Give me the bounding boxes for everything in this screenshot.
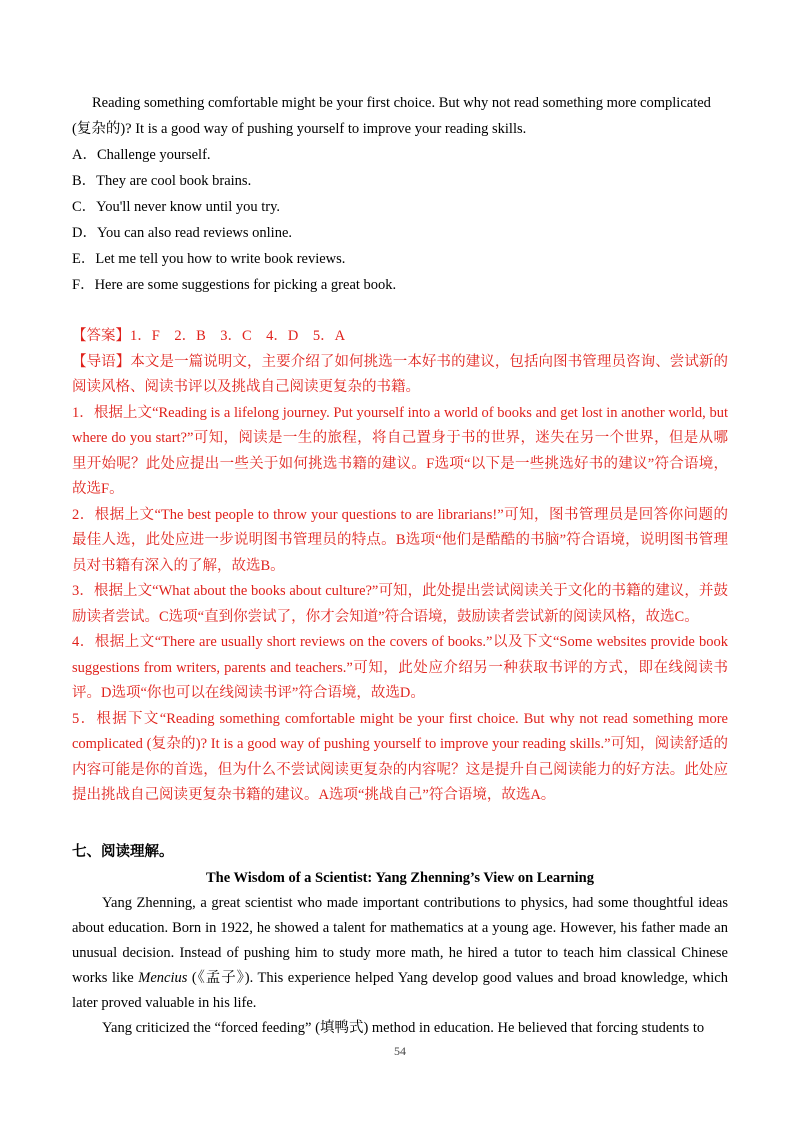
guide-line	[72, 350, 728, 401]
explanation-5: 5．根据下文“Reading something comfortable might be your first choice. But why not read something more complicated (复杂的)? It is a good way of pushing yourself to improve your reading skills.”可知，阅读舒适的内容可能是你的首选，但为什么不尝试阅读更复杂的内容呢？这是提升自己阅读能力的好方法。此处应提出挑战自己阅读更复杂书籍的建议。A选项“挑战自己”符合语境，故选A。	[72, 710, 728, 803]
answer-line	[72, 324, 728, 350]
options-list	[72, 142, 728, 298]
option-c: C．You'll never know until you try.	[72, 199, 281, 215]
explanation-3: 3．根据上文“What about the books about culture?”可知，此处提出尝试阅读关于文化的书籍的建议，并鼓励读者尝试。C选项“直到你尝试了，你才会知道”符合语境，鼓励读者尝试新的阅读风格，故选C。	[72, 583, 728, 625]
paragraph-text: Yang criticized the “forced feeding” (填鸭式) method in education. He believed that forcing students to	[102, 1019, 705, 1036]
explanation-2: 2．根据上文“The best people to throw your questions to are librarians!”可知，图书管理员是回答你问题的最佳人选，此处应进一步说明图书管理员的特点。B选项“他们是酷酷的书脑”符合语境，说明图书管理员对书籍有深入的了解，故选B。	[72, 506, 728, 574]
passage-paragraph: Reading something comfortable might be your first choice. But why not read something more complicated (复杂的)? It is a good way of pushing yourself to improve your reading skills.	[72, 95, 711, 137]
explanation-4: 4．根据上文“There are usually short reviews on the covers of books.”以及下文“Some websites provide book suggestions from writers, parents and teachers.”可知，此处应介绍另一种获取书评的方式，即在线阅读书评。D选项“你也可以在线阅读书评”符合语境，故选D。	[72, 634, 728, 701]
article-body	[72, 891, 728, 1041]
option-e: E．Let me tell you how to write book reviews.	[72, 251, 346, 267]
article-paragraph-2	[72, 1016, 728, 1041]
answer-label: 【答案】	[72, 328, 130, 344]
option-d: D．You can also read reviews online.	[72, 225, 293, 241]
article-title: The Wisdom of a Scientist: Yang Zhenning’s View on Learning	[206, 869, 594, 886]
section-heading: 七、阅读理解。	[72, 843, 174, 860]
answer-section	[72, 324, 728, 809]
paragraph-text: (《孟子》). This experience helped Yang develop good values and broad knowledge, which later proved valuable in his life.	[72, 969, 728, 1011]
option-a: A．Challenge yourself.	[72, 147, 211, 163]
option-f: F．Here are some suggestions for picking a great book.	[72, 277, 397, 293]
answer-value: 1．F 2．B 3．C 4．D 5．A	[130, 328, 346, 344]
option-b: B．They are cool book brains.	[72, 173, 252, 189]
document-page	[72, 90, 728, 1041]
guide-text: 本文是一篇说明文，主要介绍了如何挑选一本好书的建议，包括向图书管理员咨询、尝试新的阅读风格、阅读书评以及挑战自己阅读更复杂的书籍。	[72, 353, 729, 395]
guide-label: 【导语】	[72, 353, 131, 370]
page-number: 54	[394, 1044, 406, 1058]
paragraph-text: Yang Zhenning, a great scientist who made important contributions to physics, had some thoughtful ideas about education. Born in 1922, he showed a talent for mathematics at a young age. However, his father made an unusual decision. Instead of pushing him to study more math, he hired a tutor to teach him classical Chinese works like	[72, 894, 728, 986]
explanation-1: 1．根据上文“Reading is a lifelong journey. Put yourself into a world of books and get lost in another world, but where do you start?”可知，阅读是一生的旅程，将自己置身于书的世界，迷失在另一个世界，但是从哪里开始呢？此处应提出一些关于如何挑选书籍的建议。F选项“以下是一些挑选好书的建议”符合语境，故选F。	[72, 404, 728, 497]
article-paragraph-1	[72, 891, 728, 1016]
book-title: Mencius	[138, 969, 188, 986]
